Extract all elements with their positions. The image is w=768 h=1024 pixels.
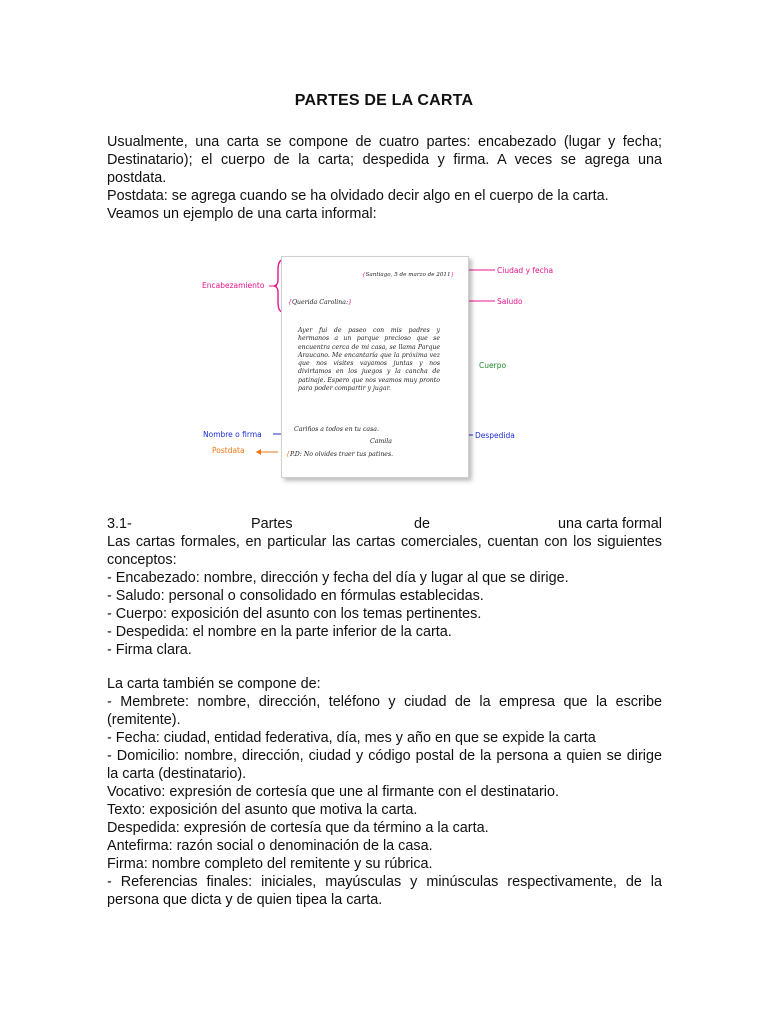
list-item: Vocativo: expresión de cortesía que une al firmante con el destinatario.: [107, 784, 559, 800]
section-tambien-body: [107, 675, 662, 909]
label-despedida: Despedida: [475, 431, 515, 440]
section-tambien-intro: La carta también se compone de:: [107, 676, 321, 692]
intro-paragraph: Usualmente, una carta se compone de cuatro partes: encabezado (lugar y fecha; Destinatario); el cuerpo de la carta; despedida y firma. A veces se agrega una postdata.: [107, 134, 662, 186]
label-cuerpo: Cuerpo: [479, 361, 507, 370]
label-postdata: Postdata: [212, 446, 245, 455]
letter-signature: Camila: [370, 438, 392, 445]
list-item: - Referencias finales: iniciales, mayúsculas y minúsculas respectivamente, de la persona que dicta y de quien tipea la carta.: [107, 874, 662, 908]
list-item: Texto: exposición del asunto que motiva la carta.: [107, 802, 418, 818]
letter-closing: Cariños a todos en tu casa.: [294, 426, 379, 433]
letter-date: {Santiago, 5 de marzo de 2011}: [362, 272, 455, 278]
list-item: - Membrete: nombre, dirección, teléfono y ciudad de la empresa que la escribe (remitente).: [107, 694, 662, 728]
list-item: - Cuerpo: exposición del asunto con los temas pertinentes.: [107, 606, 482, 622]
intro-example: Veamos un ejemplo de una carta informal:: [107, 206, 377, 222]
list-item: - Domicilio: nombre, dirección, ciudad y código postal de la persona a quien se dirige la carta (destinatario).: [107, 748, 662, 782]
page-title: PARTES DE LA CARTA: [294, 92, 474, 109]
letter-greeting: {Querida Carolina:}: [288, 299, 352, 306]
section-31-intro: Las cartas formales, en particular las cartas comerciales, cuentan con los siguientes conceptos:: [107, 534, 662, 568]
letter-greeting-text: Querida Carolina:: [291, 299, 349, 306]
heading-word-de: de: [414, 516, 431, 532]
letter-ps-text: P.D: No olvides traer tus patines.: [289, 451, 394, 458]
heading-word-carta: una carta formal: [558, 516, 662, 532]
section-31-body: [107, 533, 662, 659]
list-item: Firma: nombre completo del remitente y su rúbrica.: [107, 856, 433, 872]
heading-word-partes: Partes: [251, 516, 293, 532]
intro-postdata: Postdata: se agrega cuando se ha olvidado decir algo en el cuerpo de la carta.: [107, 188, 609, 204]
label-nombre-firma: Nombre o firma: [203, 430, 262, 439]
list-item: Despedida: expresión de cortesía que da término a la carta.: [107, 820, 489, 836]
list-item: - Firma clara.: [107, 642, 192, 658]
list-item: Antefirma: razón social o denominación de la casa.: [107, 838, 433, 854]
letter-figure: [195, 250, 575, 480]
list-item: - Fecha: ciudad, entidad federativa, día, mes y año en que se expide la carta: [107, 730, 596, 746]
label-ciudad-fecha: Ciudad y fecha: [497, 266, 554, 275]
list-item: - Despedida: el nombre en la parte inferior de la carta.: [107, 624, 452, 640]
letter-date-text: Santiago, 5 de marzo de 2011: [365, 272, 451, 278]
letter-postscript: {P.D: No olvides traer tus patines.: [286, 451, 394, 458]
list-item: - Saludo: personal o consolidado en fórmulas establecidas.: [107, 588, 484, 604]
letter-body: Ayer fui de paseo con mis padres y hermanos a un parque precioso que se encuentra cerca de mi casa, se llama Parque Araucano. Me encantaría que la próxima vez que nos visites vayamos juntas y nos divirtamos en los juegos y la cancha de patinaje. Espero que nos veamos muy pronto para poder compartir y jugar.: [298, 327, 440, 393]
intro-text: [107, 133, 662, 223]
heading-number: 3.1-: [107, 516, 132, 532]
label-saludo: Saludo: [497, 297, 523, 306]
label-encabezamiento: Encabezamiento: [202, 281, 265, 290]
letter-sheet: [281, 256, 469, 478]
list-item: - Encabezado: nombre, dirección y fecha del día y lugar al que se dirige.: [107, 570, 569, 586]
